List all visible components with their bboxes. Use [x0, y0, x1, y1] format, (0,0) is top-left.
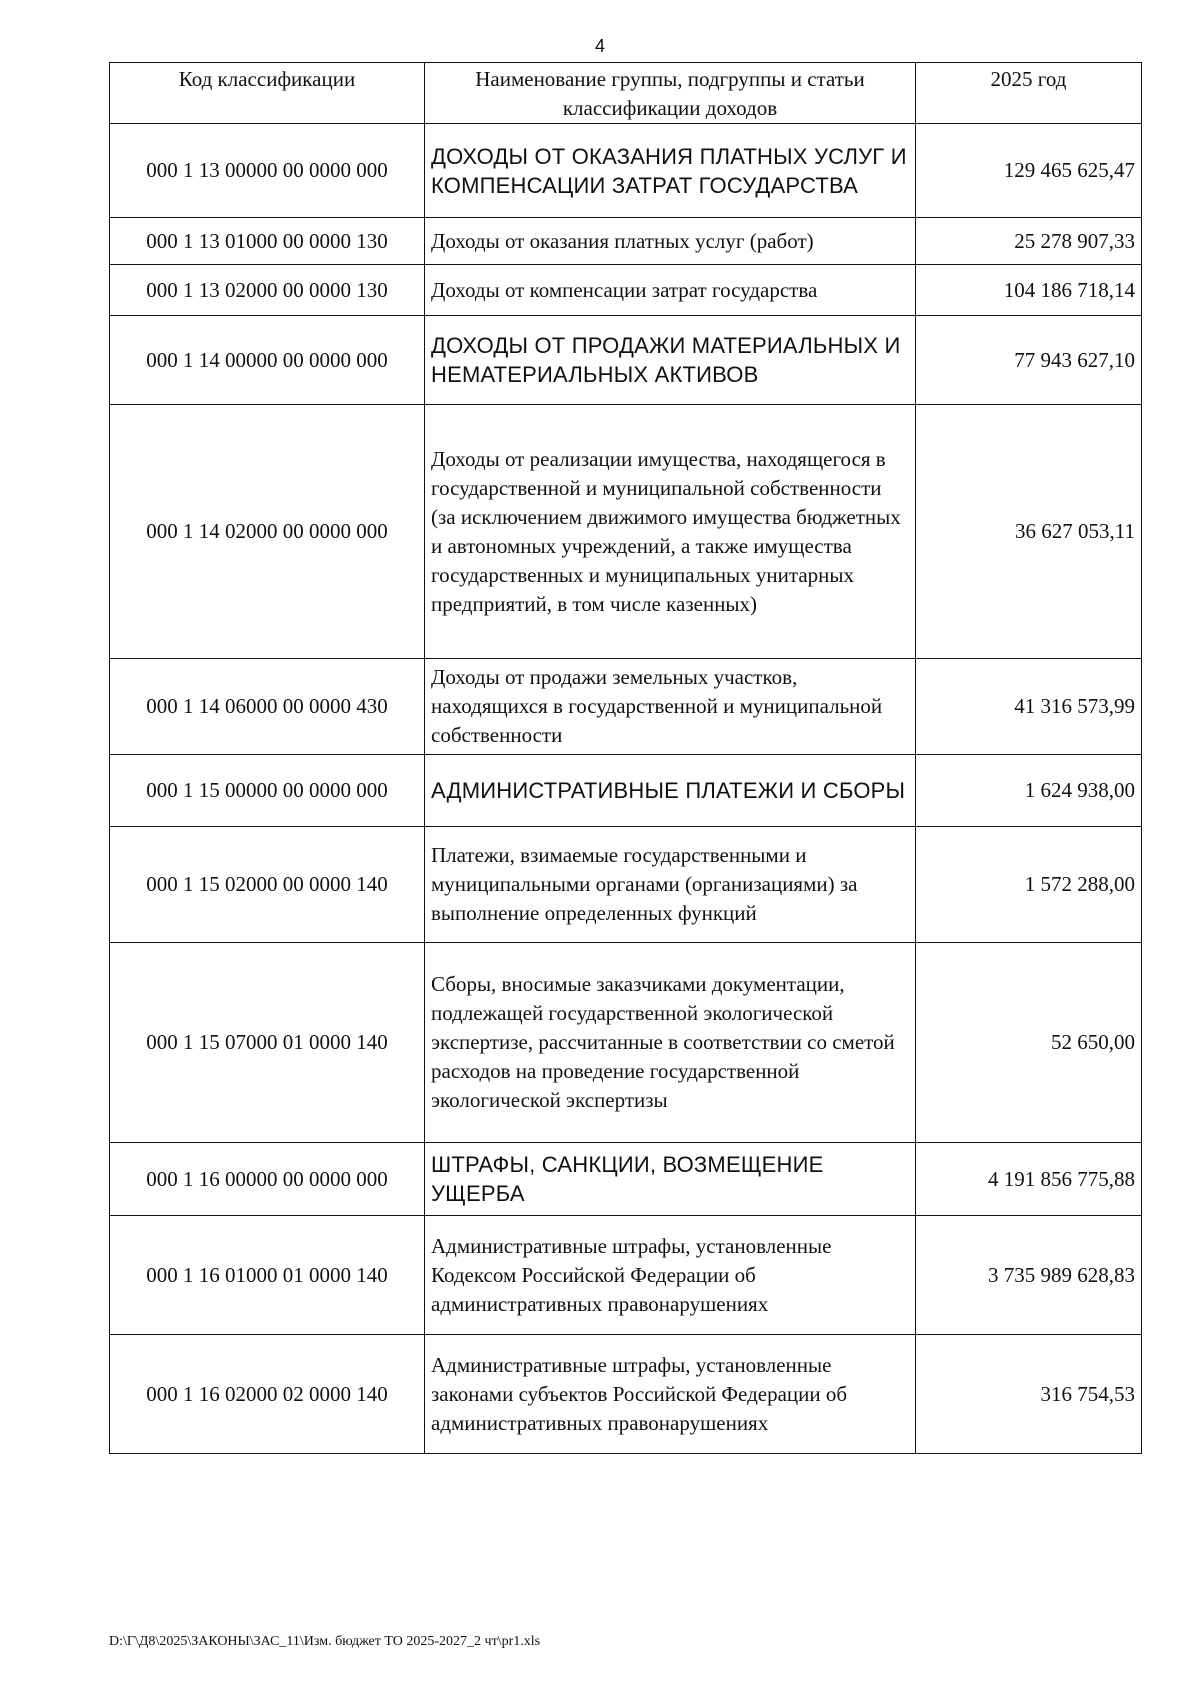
row-code: 000 1 13 01000 00 0000 130 — [110, 218, 425, 265]
row-name: ШТРАФЫ, САНКЦИИ, ВОЗМЕЩЕНИЕ УЩЕРБА — [425, 1143, 916, 1216]
row-value: 41 316 573,99 — [916, 659, 1142, 755]
row-name: ДОХОДЫ ОТ ОКАЗАНИЯ ПЛАТНЫХ УСЛУГ И КОМПЕНСАЦИИ ЗАТРАТ ГОСУДАРСТВА — [425, 124, 916, 218]
row-name: Платежи, взимаемые государственными и муниципальными органами (организациями) за выполнение определенных функций — [425, 827, 916, 943]
table-row — [110, 218, 1142, 265]
row-value: 3 735 989 628,83 — [916, 1216, 1142, 1335]
table-row — [110, 755, 1142, 827]
row-value: 25 278 907,33 — [916, 218, 1142, 265]
row-value: 52 650,00 — [916, 943, 1142, 1143]
row-value: 1 572 288,00 — [916, 827, 1142, 943]
table-row — [110, 124, 1142, 218]
file-path-footer: D:\Г\Д8\2025\ЗАКОНЫ\ЗАС_11\Изм. бюджет ТО 2025-2027_2 чт\pr1.xls — [109, 1634, 541, 1649]
row-code: 000 1 13 00000 00 0000 000 — [110, 124, 425, 218]
row-value: 129 465 625,47 — [916, 124, 1142, 218]
row-value: 1 624 938,00 — [916, 755, 1142, 827]
row-name: Доходы от компенсации затрат государства — [425, 265, 916, 316]
row-name: АДМИНИСТРАТИВНЫЕ ПЛАТЕЖИ И СБОРЫ — [425, 755, 916, 827]
row-value: 104 186 718,14 — [916, 265, 1142, 316]
revenue-classification-table — [109, 62, 1142, 1454]
row-name: Сборы, вносимые заказчиками документации, подлежащей государственной экологической экспертизе, рассчитанные в соответствии со сметой расходов на проведение государственной экологической экспертизы — [425, 943, 916, 1143]
row-value: 77 943 627,10 — [916, 316, 1142, 405]
table-row — [110, 265, 1142, 316]
row-name: Доходы от оказания платных услуг (работ) — [425, 218, 916, 265]
row-code: 000 1 15 02000 00 0000 140 — [110, 827, 425, 943]
row-code: 000 1 16 02000 02 0000 140 — [110, 1335, 425, 1454]
row-name: Доходы от продажи земельных участков, находящихся в государственной и муниципальной собственности — [425, 659, 916, 755]
page-number: 4 — [594, 36, 605, 56]
table-row — [110, 1335, 1142, 1454]
row-code: 000 1 15 00000 00 0000 000 — [110, 755, 425, 827]
row-code: 000 1 14 00000 00 0000 000 — [110, 316, 425, 405]
header-code: Код классификации — [110, 63, 425, 124]
table-row — [110, 1216, 1142, 1335]
row-name: Доходы от реализации имущества, находящегося в государственной и муниципальной собственности (за исключением движимого имущества бюджетных и автономных учреждений, а также имущества государственных и муниципальных унитарных предприятий, в том числе казенных) — [425, 405, 916, 659]
table-row — [110, 1143, 1142, 1216]
table-row — [110, 405, 1142, 659]
row-code: 000 1 14 06000 00 0000 430 — [110, 659, 425, 755]
row-code: 000 1 16 00000 00 0000 000 — [110, 1143, 425, 1216]
row-code: 000 1 16 01000 01 0000 140 — [110, 1216, 425, 1335]
row-value: 36 627 053,11 — [916, 405, 1142, 659]
table-row — [110, 827, 1142, 943]
row-name: Административные штрафы, установленные законами субъектов Российской Федерации об административных правонарушениях — [425, 1335, 916, 1454]
table-header-row — [110, 63, 1142, 124]
header-year: 2025 год — [916, 63, 1142, 124]
table-row — [110, 316, 1142, 405]
row-code: 000 1 13 02000 00 0000 130 — [110, 265, 425, 316]
row-value: 4 191 856 775,88 — [916, 1143, 1142, 1216]
row-name: Административные штрафы, установленные Кодексом Российской Федерации об административных правонарушениях — [425, 1216, 916, 1335]
row-code: 000 1 15 07000 01 0000 140 — [110, 943, 425, 1143]
table-row — [110, 943, 1142, 1143]
row-value: 316 754,53 — [916, 1335, 1142, 1454]
table-row — [110, 659, 1142, 755]
header-name: Наименование группы, подгруппы и статьи классификации доходов — [425, 63, 916, 124]
row-name: ДОХОДЫ ОТ ПРОДАЖИ МАТЕРИАЛЬНЫХ И НЕМАТЕРИАЛЬНЫХ АКТИВОВ — [425, 316, 916, 405]
row-code: 000 1 14 02000 00 0000 000 — [110, 405, 425, 659]
